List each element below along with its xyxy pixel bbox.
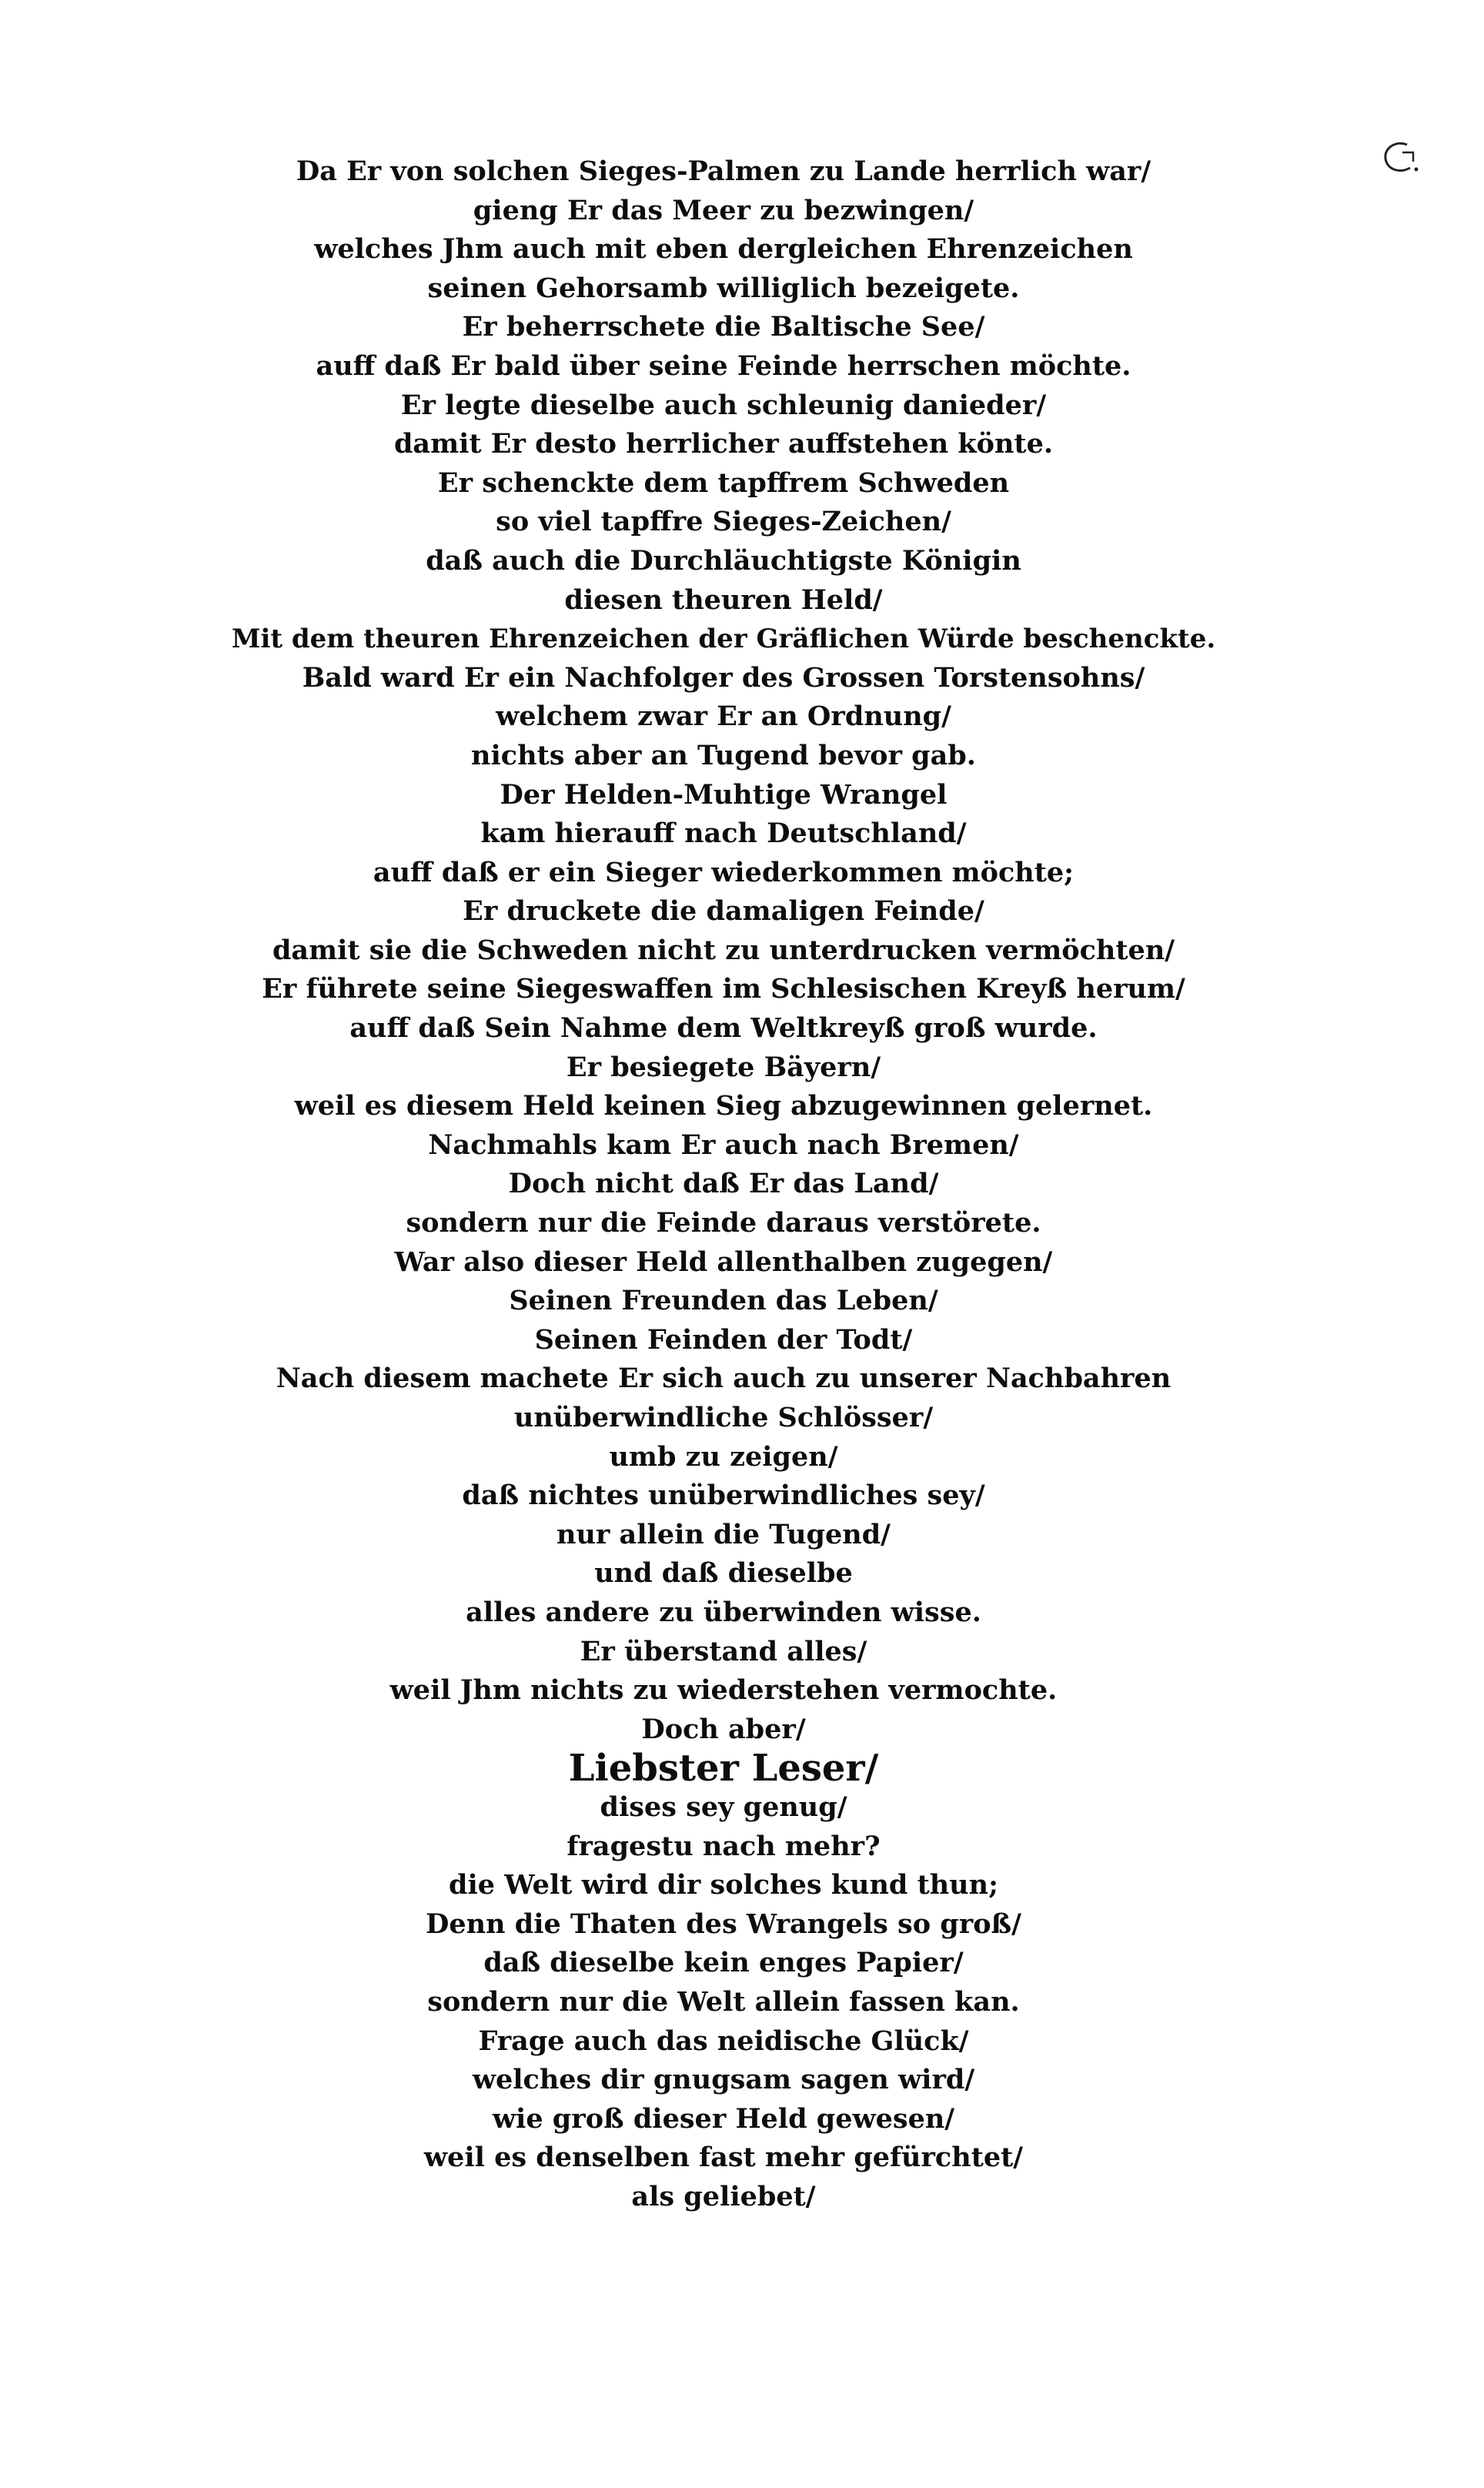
text-line: und daß dieselbe [594, 1557, 853, 1590]
text-line: Nachmahls kam Er auch nach Bremen/ [428, 1129, 1019, 1161]
text-line: fragestu nach mehr? [567, 1830, 881, 1862]
text-line: unüberwindliche Schlösser/ [513, 1402, 934, 1433]
text-line: Seinen Freunden das Leben/ [509, 1285, 938, 1317]
text-line: alles andere zu überwinden wisse. [466, 1596, 981, 1628]
text-line: Frage auch das neidische Glück/ [478, 2025, 969, 2057]
text-line: umb zu zeigen/ [609, 1440, 838, 1473]
text-line: weil Jhm nichts zu wiederstehen vermochte. [389, 1674, 1058, 1707]
text-line: weil es diesem Held keinen Sieg abzugewinnen gelernet. [294, 1090, 1153, 1122]
corner-mark-icon [1379, 139, 1422, 177]
text-line: Er druckete die damaligen Feinde/ [463, 895, 984, 928]
text-line: Seinen Feinden der Todt/ [534, 1323, 913, 1356]
text-line: auff daß Er bald über seine Feinde herrschen möchte. [316, 349, 1131, 382]
text-line: kam hierauff nach Deutschland/ [480, 818, 967, 850]
text-line: Da Er von solchen Sieges-Palmen zu Lande herrlich war/ [296, 156, 1151, 187]
text-line: nichts aber an Tugend bevor gab. [471, 739, 976, 771]
text-line: weil es denselben fast mehr gefürchtet/ [423, 2142, 1024, 2174]
text-line: als geliebet/ [631, 2180, 816, 2212]
text-line: Denn die Thaten des Wrangels so groß/ [426, 1908, 1021, 1940]
text-line: Er führete seine Siegeswaffen im Schlesischen Kreyß herum/ [262, 973, 1185, 1005]
text-line: die Welt wird dir solches kund thun; [449, 1869, 998, 1901]
text-line: Er legte dieselbe auch schleunig danieder/ [400, 389, 1047, 421]
text-line: Doch aber/ [641, 1713, 806, 1745]
text-line-heading: Liebster Leser/ [568, 1747, 879, 1791]
text-line: Doch nicht daß Er das Land/ [508, 1168, 939, 1200]
text-line: damit sie die Schweden nicht zu unterdrucken vermöchten/ [272, 934, 1175, 966]
text-line: sondern nur die Welt allein fassen kan. [427, 1985, 1020, 2018]
text-line: welches dir gnugsam sagen wird/ [472, 2064, 975, 2096]
text-line: daß auch die Durchläuchtigste Königin [426, 544, 1021, 577]
text-line: so viel tapffre Sieges-Zeichen/ [496, 506, 951, 538]
text-line: daß dieselbe kein enges Papier/ [483, 1947, 964, 1979]
text-line: damit Er desto herrlicher auffstehen könte. [393, 428, 1054, 460]
text-line: wie groß dieser Held gewesen/ [492, 2102, 955, 2135]
text-line: daß nichtes unüberwindliches sey/ [462, 1480, 985, 1512]
text-line: sondern nur die Feinde daraus verstörete. [406, 1207, 1041, 1239]
text-line: nur allein die Tugend/ [556, 1518, 891, 1550]
text-line: auff daß er ein Sieger wiederkommen möchte; [373, 856, 1075, 888]
text-line: Bald ward Er ein Nachfolger des Grossen Torstensohns/ [302, 661, 1145, 694]
text-line: Er beherrschete die Baltische See/ [462, 311, 985, 343]
text-line: dises sey genug/ [600, 1791, 847, 1823]
text-line: gieng Er das Meer zu bezwingen/ [473, 194, 974, 226]
text-line: welchem zwar Er an Ordnung/ [496, 701, 951, 733]
text-line: Nach diesem machete Er sich auch zu unserer Nachbahren [276, 1363, 1171, 1395]
text-line: Er schenckte dem tapffrem Schweden [437, 466, 1010, 499]
text-line: welches Jhm auch mit eben dergleichen Ehrenzeichen [314, 233, 1133, 266]
text-line: Der Helden-Muhtige Wrangel [500, 778, 948, 811]
poem-text-block [231, 152, 1216, 2216]
text-line: War also dieser Held allenthalben zugegen/ [394, 1246, 1053, 1278]
text-line: seinen Gehorsamb williglich bezeigete. [427, 272, 1020, 304]
text-line: diesen theuren Held/ [564, 584, 883, 616]
text-line: Er überstand alles/ [580, 1635, 867, 1667]
text-line: Er besiegete Bäyern/ [566, 1051, 881, 1083]
text-line: auff daß Sein Nahme dem Weltkreyß groß wurde. [349, 1012, 1098, 1045]
text-line: Mit dem theuren Ehrenzeichen der Gräflichen Würde beschenckte. [231, 624, 1216, 655]
